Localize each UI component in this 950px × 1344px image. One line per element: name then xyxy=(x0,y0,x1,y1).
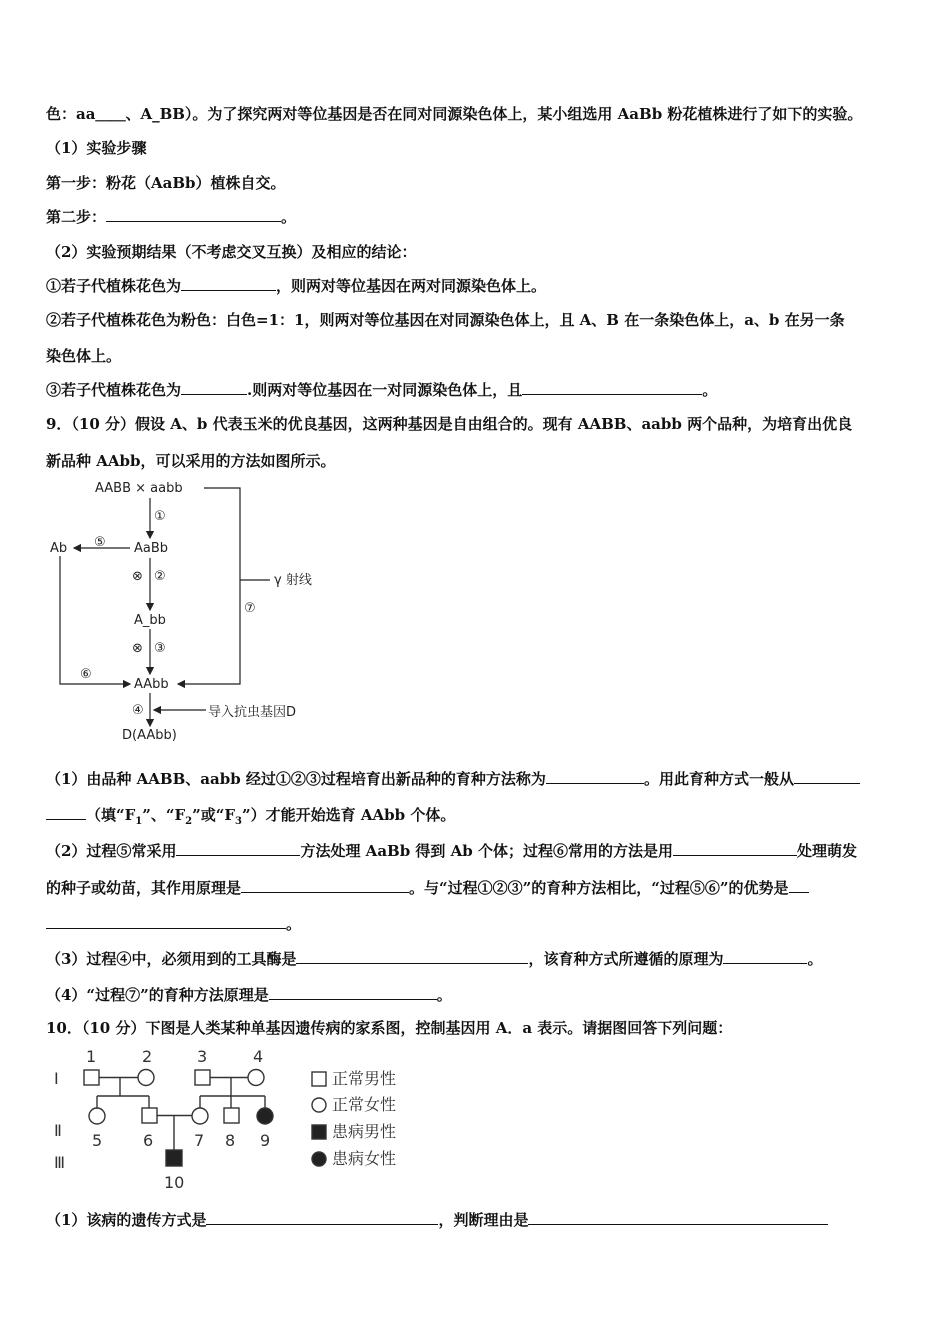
individual-4-number: 4 xyxy=(253,1047,264,1066)
answer-blank[interactable] xyxy=(794,769,860,784)
individual-6 xyxy=(142,1108,157,1123)
answer-blank[interactable] xyxy=(546,769,644,784)
generation-2-label: Ⅱ xyxy=(54,1121,62,1140)
pedigree-chart xyxy=(50,1044,430,1194)
answer-blank[interactable] xyxy=(673,841,797,856)
f1-label: AaBb xyxy=(134,541,169,556)
q10-stem: 10．（10 分）下图是人类某种单基因遗传病的家系图，控制基因用 A．a 表示。请据图回答下列问题： xyxy=(46,1019,733,1037)
q8-result3: ③若子代植株花色为 .则两对等位基因在一对同源染色体上，且 。 xyxy=(46,381,718,399)
q8-result2: ②若子代植株花色为粉色：白色=1：1，则两对等位基因在对同源染色体上，且 A、B 在一条染色体上，a、b 在另一条 xyxy=(46,311,845,329)
f2-label: A_bb xyxy=(134,613,166,628)
legend-normal-female: 正常女性 xyxy=(332,1095,397,1114)
individual-10-number: 10 xyxy=(164,1173,185,1192)
individual-10 xyxy=(166,1150,182,1166)
answer-blank[interactable] xyxy=(528,1210,828,1225)
answer-blank[interactable] xyxy=(46,805,86,820)
step6-label: ⑥ xyxy=(80,667,92,682)
selfing-symbol-1: ⊗ xyxy=(132,569,143,584)
q9-part2: （2）过程⑤常采用 方法处理 AaBb 得到 Ab 个体；过程⑥常用的方法是用 处理萌发 xyxy=(46,842,858,860)
parents-label: AABB × aabb xyxy=(95,481,183,496)
individual-3-number: 3 xyxy=(197,1047,208,1066)
individual-9 xyxy=(257,1108,273,1124)
answer-blank[interactable] xyxy=(296,949,528,964)
step7-label: ⑦ xyxy=(244,601,256,616)
q10-part1: （1）该病的遗传方式是 ，判断理由是 xyxy=(46,1209,828,1230)
individual-5 xyxy=(89,1108,105,1124)
generation-3-label: Ⅲ xyxy=(54,1153,66,1172)
individual-2-number: 2 xyxy=(142,1047,153,1066)
step2-label: ② xyxy=(154,569,166,584)
q9-part3: （3）过程④中，必须用到的工具酶是 ，该育种方式所遵循的原理为 。 xyxy=(46,950,823,968)
individual-1-number: 1 xyxy=(86,1047,97,1066)
step1-label: ① xyxy=(154,509,166,524)
answer-blank[interactable] xyxy=(181,380,247,395)
legend-affected-male: 患病男性 xyxy=(332,1122,397,1141)
q8-section2-title: （2）实验预期结果（不考虑交叉互换）及相应的结论： xyxy=(46,243,417,261)
individual-8 xyxy=(224,1108,239,1123)
q8-continuation: 色：aa＿＿、A_BB）。为了探究两对等位基因是否在同对同源染色体上，某小组选用 AaBb 粉花植株进行了如下的实验。 xyxy=(46,105,863,123)
q8-section1-title: （1）实验步骤 xyxy=(46,139,147,157)
generation-1-label: Ⅰ xyxy=(54,1069,59,1088)
individual-2 xyxy=(138,1070,154,1086)
step4-label: ④ xyxy=(132,703,144,718)
q8-step1: 第一步：粉花（AaBb）植株自交。 xyxy=(46,174,286,192)
answer-blank[interactable] xyxy=(206,1210,438,1225)
transgenic-label: D(AAbb) xyxy=(122,728,177,743)
step5-label: ⑤ xyxy=(94,535,106,550)
individual-5-number: 5 xyxy=(92,1131,103,1150)
legend-affected-female: 患病女性 xyxy=(332,1149,397,1168)
breeding-diagram xyxy=(46,476,336,748)
individual-3 xyxy=(195,1070,210,1085)
legend-square-filled xyxy=(312,1125,326,1139)
gamma-ray-label: γ 射线 xyxy=(274,573,312,588)
individual-8-number: 8 xyxy=(225,1131,236,1150)
q8-result1: ①若子代植株花色为 ，则两对等位基因在两对同源染色体上。 xyxy=(46,277,547,295)
selfing-symbol-2: ⊗ xyxy=(132,641,143,656)
individual-7-number: 7 xyxy=(194,1131,205,1150)
answer-blank[interactable] xyxy=(789,878,809,893)
q8-step2: 第二步： 。 xyxy=(46,208,297,226)
q9-part1: （1）由品种 AABB、aabb 经过①②③过程培育出新品种的育种方法称为 。用此育种方式一般从 xyxy=(46,768,860,789)
haploid-label: Ab xyxy=(50,541,68,556)
q8-result2-cont: 染色体上。 xyxy=(46,347,122,365)
answer-blank[interactable] xyxy=(241,878,409,893)
individual-7 xyxy=(192,1108,208,1124)
answer-blank[interactable] xyxy=(723,949,807,964)
individual-9-number: 9 xyxy=(260,1131,271,1150)
q9-stem-cont: 新品种 AAbb，可以采用的方法如图所示。 xyxy=(46,452,336,470)
legend-normal-male: 正常男性 xyxy=(332,1069,397,1088)
answer-blank[interactable] xyxy=(269,985,437,1000)
answer-blank[interactable] xyxy=(176,841,300,856)
step3-label: ③ xyxy=(154,641,166,656)
individual-6-number: 6 xyxy=(143,1131,154,1150)
q9-part2-cont2: 。 xyxy=(46,913,301,934)
answer-blank[interactable] xyxy=(181,276,276,291)
q9-stem: 9．（10 分）假设 A、b 代表玉米的优良基因，这两种基因是自由组合的。现有 AABB、aabb 两个品种，为培育出优良 xyxy=(46,415,853,433)
answer-blank[interactable] xyxy=(522,380,702,395)
q9-part1-cont: （填“$F_1$”、“$F_2$”或“$F_3$”）才能开始选育 AAbb 个体。 xyxy=(46,804,455,827)
gene-label: 导入抗虫基因D xyxy=(208,705,297,720)
individual-4 xyxy=(248,1070,264,1086)
target-label: AAbb xyxy=(134,677,169,692)
q9-part2-cont: 的种子或幼苗，其作用原理是 。与“过程①②③”的育种方法相比，“过程⑤⑥”的优势是 xyxy=(46,877,809,898)
legend-square-open xyxy=(312,1072,326,1086)
q9-part4: （4）“过程⑦”的育种方法原理是 。 xyxy=(46,986,452,1004)
answer-blank[interactable] xyxy=(46,914,286,929)
legend-circle-open xyxy=(312,1098,326,1112)
legend-circle-filled xyxy=(312,1152,326,1166)
answer-blank[interactable] xyxy=(106,207,281,222)
individual-1 xyxy=(84,1070,99,1085)
